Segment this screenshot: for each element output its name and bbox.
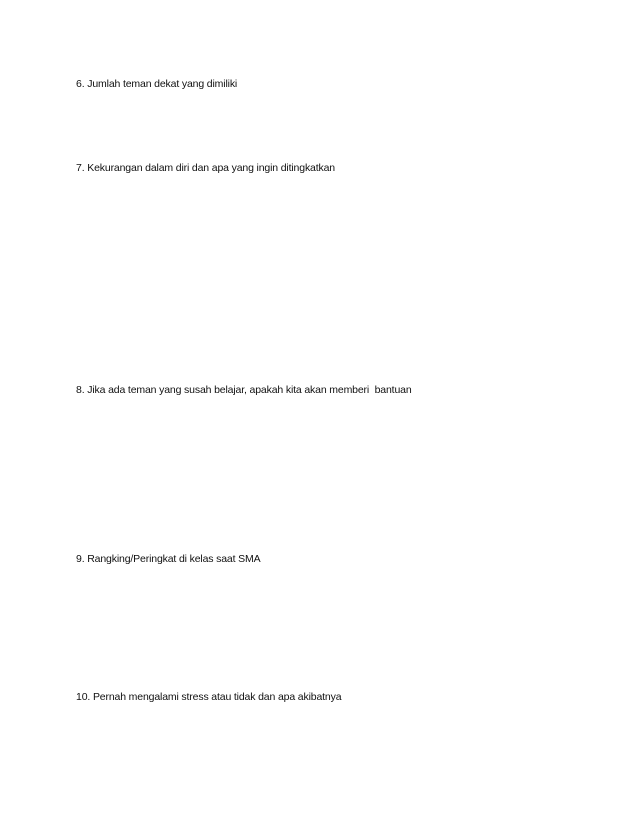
question-8: [76, 384, 412, 397]
question-text: Jumlah teman dekat yang dimiliki: [87, 78, 238, 90]
question-6: [76, 78, 237, 91]
question-text: Kekurangan dalam diri dan apa yang ingin ditingkatkan: [87, 162, 335, 174]
question-9: [76, 553, 260, 566]
question-number: 6.: [76, 78, 85, 90]
question-text: Pernah mengalami stress atau tidak dan apa akibatnya: [92, 691, 342, 703]
question-number: 9.: [76, 553, 85, 565]
question-10: [76, 691, 341, 704]
question-number: 10.: [76, 691, 91, 703]
question-text: Rangking/Peringkat di kelas saat SMA: [87, 553, 261, 565]
question-number: 7.: [76, 162, 85, 174]
question-7: [76, 162, 335, 175]
question-text: Jika ada teman yang susah belajar, apakah kita akan memberi bantuan: [87, 384, 412, 396]
question-number: 8.: [76, 384, 85, 396]
